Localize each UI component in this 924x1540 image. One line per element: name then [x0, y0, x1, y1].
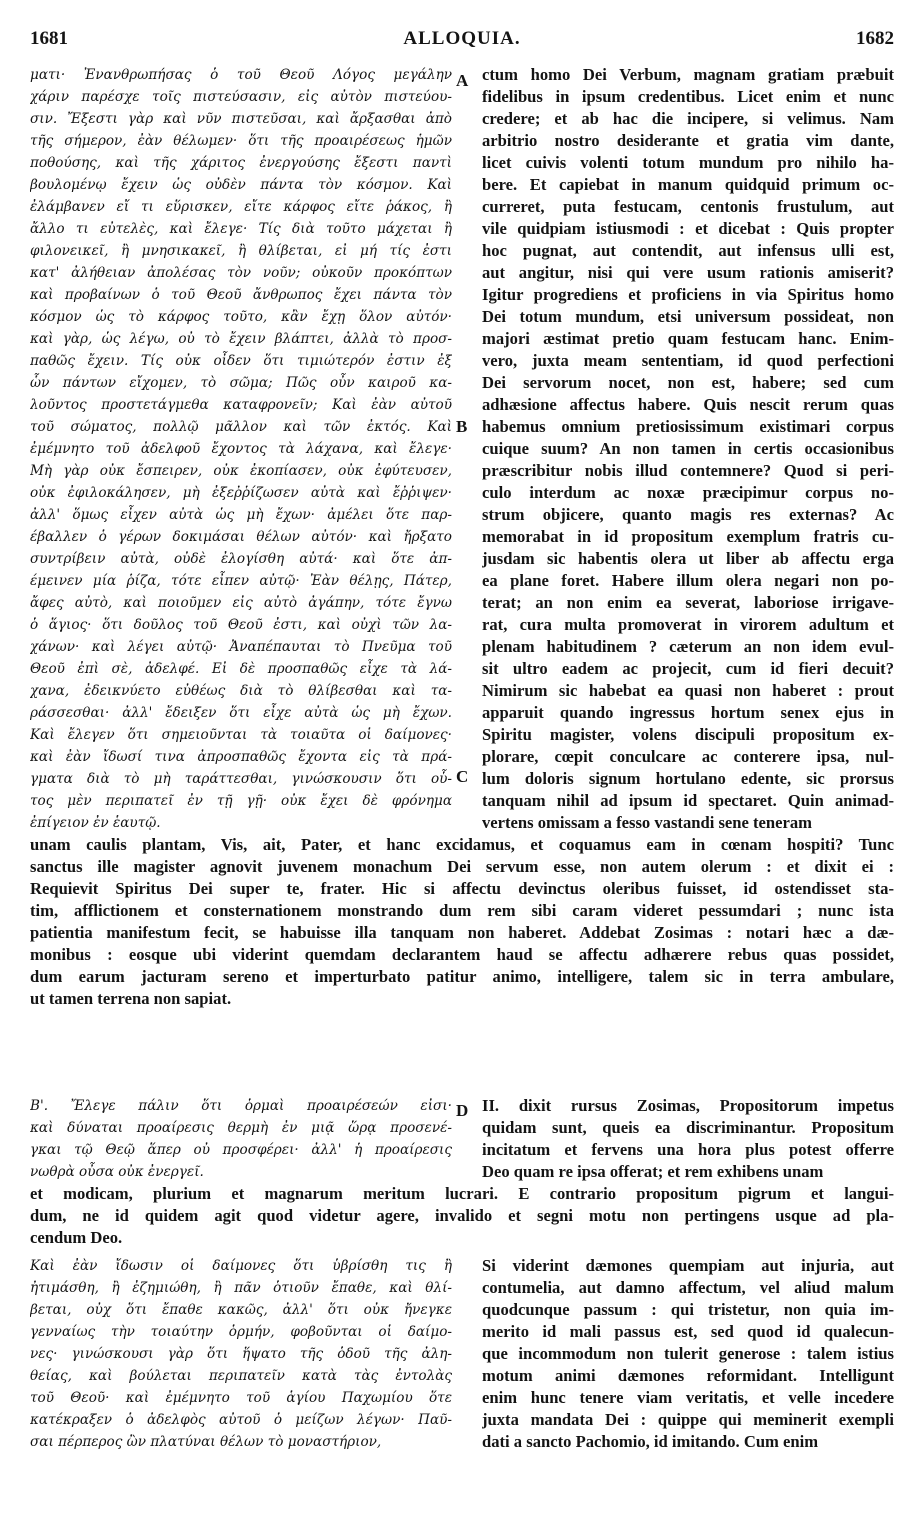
text-line: tanquam nihil ad ipsum id spectaret. Quin animad- — [482, 791, 894, 810]
text-line: enim hunc tenere viam veritatis, et velle incedere — [482, 1388, 894, 1407]
text-line: ἄλλο τι εὐτελὲς, καὶ ἔλεγε· Τίς διὰ τοῦτο μάχεται ἢ — [30, 221, 452, 237]
text-line: Μὴ γὰρ οὐκ ἔσπειρεν, οὐκ ἐκοπίασεν, οὐκ ἐφύτευσεν, — [30, 463, 452, 479]
text-line: γκαι τῷ Θεῷ ἅπερ οὐ προσφέρει· ἀλλ' ἡ προαίρεσις — [30, 1142, 452, 1158]
text-line: Β'. Ἔλεγε πάλιν ὅτι ὁρμαὶ προαιρέσεών εἰσι· — [30, 1098, 452, 1114]
text-line: τος μὲν περιπατεῖ ἐν τῇ γῇ· οὐκ ἔχει δὲ φρόνημα — [30, 793, 452, 809]
text-line: juxta mandata Dei : quippe qui meminerit exempli — [482, 1410, 894, 1429]
text-line: Spiritu magister, volens discipuli propositum ex- — [482, 725, 894, 744]
text-line: Si viderint dæmones quempiam aut injuria, aut — [482, 1256, 894, 1275]
text-line: aut angitur, nisi qui vere usum rationis amiserit? — [482, 263, 894, 282]
text-line: τῆς σήμερον, ἐὰν θέλωμεν· ὅτι τῆς προαιρέσεως ἡμῶν — [30, 133, 452, 149]
page-number-left: 1681 — [30, 28, 68, 49]
page-number-right: 1682 — [856, 28, 894, 49]
text-line: σιν. Ἔξεστι γὰρ καὶ νῦν πιστεῦσαι, καὶ ἄρξασθαι ἀπὸ — [30, 111, 452, 127]
margin-marker-d: D — [456, 1101, 469, 1120]
text-line: καὶ προβαίνων ὁ τοῦ Θεοῦ ἄνθρωπος ἔχει πάντα τὸν — [30, 287, 452, 303]
text-line: Θεοῦ ἐπὶ σὲ, ἀδελφέ. Εἰ δὲ προσπαθῶς εἶχε τὰ λά- — [30, 661, 452, 677]
text-line: terat; an non enim ea severat, laboriose irrigave- — [482, 593, 894, 612]
greek-column-section2 — [30, 1095, 452, 1183]
text-line: II. dixit rursus Zosimas, Propositorum impetus — [482, 1096, 894, 1115]
text-line: que incommodum non tulerit generose : talem istius — [482, 1344, 894, 1363]
text-line: γματα διὰ τὸ μὴ ταράττεσθαι, γινώσκουσιν ὅτι οὗ- — [30, 771, 452, 787]
text-line: quodcunque passum : qui tristetur, non quia im- — [482, 1300, 894, 1319]
text-line: credere; et ab hac die incipere, si velimus. Nam — [482, 109, 894, 128]
text-line: merito id mali passus est, sed quod id qualecun- — [482, 1322, 894, 1341]
text-line: Nimirum sic habebat ea quasi non haberet : prout — [482, 681, 894, 700]
text-line: Καὶ ἔλεγεν ὅτι σημειοῦνται τὰ τοιαῦτα οἱ δαίμονες· — [30, 727, 452, 743]
text-line: ut tamen terrena non sapiat. — [30, 989, 232, 1008]
text-line: curreret, puta festucam, centonis frustulum, aut — [482, 197, 894, 216]
text-line: unam caulis plantam, Vis, ait, Pater, et hanc excidamus, et coquamus eam in cœnam hospiti? Tunc — [30, 835, 894, 854]
text-line: λοῦντος προστετάγμεθα καταφρονεῖν; Καὶ ἐὰν αὐτοῦ — [30, 397, 452, 413]
margin-marker-b: B — [456, 417, 468, 436]
text-line: χάριν παρέσχε τοῖς πιστεύσασιν, εἰς αὐτὸν πιστεύου- — [30, 89, 452, 105]
margin-marker-c: C — [456, 767, 469, 786]
text-line: ἠτιμάσθη, ἢ ἐζημιώθη, ἢ πᾶν ὁτιοῦν ἔπαθε, καὶ θλί- — [30, 1280, 452, 1296]
text-line: jusdam sic habentis olera ut liber ab affectu erga — [482, 549, 894, 568]
text-line: κατ' ἀλήθειαν ἀπολέσας τὸν νοῦν; οὐκοῦν προκόπτων — [30, 265, 452, 281]
page-header — [30, 28, 894, 62]
text-line: βεται, οὐχ ὅτι ἔπαθε κακῶς, ἀλλ' ὅτι οὐκ ἤνεγκε — [30, 1302, 452, 1318]
text-line: adhæsione affectus habere. Quis nescit rerum quas — [482, 395, 894, 414]
text-line: ἐμέμνητο τοῦ ἀδελφοῦ ἔχοντος τὰ λάχανα, καὶ ἔλεγε· — [30, 441, 452, 457]
text-line: bere. Et capiebat in manum quidquid primum oc- — [482, 175, 894, 194]
text-line: έβαλλεν ὁ γέρων δοκιμάσαι θέλων αὐτόν· καὶ ἤρξατο — [30, 529, 452, 545]
latin-fullwidth-section2 — [30, 1183, 894, 1249]
text-line: majori æstimat pretio quam festucam hanc. Enim- — [482, 329, 894, 348]
latin-column-section2 — [482, 1095, 894, 1183]
text-line: Dei totum mundum, etsi universum possideat, non — [482, 307, 894, 326]
text-line: præscribitur nobis illud contemnere? Quod si peri- — [482, 461, 894, 480]
latin-column-section1 — [482, 64, 894, 834]
latin-column-section3 — [482, 1255, 894, 1453]
text-line: χάνων· καὶ λέγει αὐτῷ· Ἀναπέπαυται τὸ Πνεῦμα τοῦ — [30, 639, 452, 655]
text-line: monibus : eosque ubi viderint quemdam declarantem haud se affectu adhærere rebus quas possidet, — [30, 945, 894, 964]
text-line: φιλονεικεῖ, ἢ μνησικακεῖ, ἢ θλίβεται, εἰ μή τίς ἐστι — [30, 243, 452, 259]
latin-fullwidth-section1 — [30, 834, 894, 1010]
text-line: Dei servorum nocet, non est, habere; sed cum — [482, 373, 894, 392]
text-line: tim, afflictionem et consternationem monstrando dum rem sibi caram videret pessumdari ; nunc ista — [30, 901, 894, 920]
text-line: ἐπίγειον ἐν ἑαυτῷ. — [30, 815, 161, 831]
text-line: patientia manifestum fecit, se habuisse illa tanquam non haberet. Addebat Zosimas : notari hæc a dæ- — [30, 923, 894, 942]
text-line: παθῶς ἔχειν. Τίς οὐκ οἶδεν ὅτι τιμιώτερόν ἐστιν ἐξ — [30, 353, 452, 369]
text-line: νωθρὰ οὖσα οὐκ ἐνεργεῖ. — [30, 1164, 204, 1180]
text-line: vile quidpiam istiusmodi : et dicebat : Quis propter — [482, 219, 894, 238]
text-line: lum doloris signum hortulano edente, sic prorsus — [482, 769, 894, 788]
text-line: habemus omnium pretiosissimum existimari corpus — [482, 417, 894, 436]
text-line: quidam sunt, queis ea discriminantur. Propositum — [482, 1118, 894, 1137]
text-line: apparuit quando ingressus hortum senex ejus in — [482, 703, 894, 722]
text-line: Καὶ ἐὰν ἴδωσιν οἱ δαίμονες ὅτι ὑβρίσθη τις ἢ — [30, 1258, 452, 1274]
text-line: ὧν πάντων εἴχομεν, τὸ σῶμα; Πῶς οὖν καιροῦ κα- — [30, 375, 452, 391]
text-line: ἀλλ' ὅμως εἶχεν αὐτὰ ὡς μὴ ἔχων· ἀμέλει ὅτε παρ- — [30, 507, 452, 523]
text-line: βουλομένῳ ἔχειν ὡς οὐδὲν πάντα τὸν κόσμον. Καὶ — [30, 177, 452, 193]
text-line: culo interdum ac noxæ præcipimur corpus no- — [482, 483, 894, 502]
text-line: rat, cura multa promoverat in virorem adultum et — [482, 615, 894, 634]
text-line: plenam habitudinem ? cæterum an non idem evul- — [482, 637, 894, 656]
text-line: νες· γινώσκουσι γὰρ ὅτι ἥψατο τῆς ὁδοῦ τῆς ἀλη- — [30, 1346, 452, 1362]
text-line: memorabat in id propositum exemplum fratris cu- — [482, 527, 894, 546]
text-line: καὶ δύναται προαίρεσις θερμὴ ἐν μιᾷ ὥρᾳ προσενέ- — [30, 1120, 452, 1136]
text-line: θείας, καὶ βούλεται περιπατεῖν κατὰ τὰς ἐντολὰς — [30, 1368, 452, 1384]
text-line: χανα, ἐδεικνύετο εὐθέως διὰ τὸ θλίβεσθαι καὶ τα- — [30, 683, 452, 699]
text-line: καὶ γὰρ, ὡς λέγω, οὐ τὸ ἔχειν βλάπτει, ἀλλὰ τὸ προσ- — [30, 331, 452, 347]
text-line: Requievit Spiritus Dei super te, frater. Hic si affectu devinctus oleribus fuisset, id ostendisset sta- — [30, 879, 894, 898]
text-line: συντρίβειν αὐτὰ, οὐδὲ ἐλογίσθη αὐτά· καὶ ὅτε ἀπ- — [30, 551, 452, 567]
text-line: strum objicere, quanto magis res externas? Ac — [482, 505, 894, 524]
text-line: et modicam, plurium et magnarum meritum lucrari. E contrario propositum pigrum et langui- — [30, 1184, 894, 1203]
text-line: vertens omissam a fesso vastandi sene teneram — [482, 813, 812, 832]
text-line: ράσσεσθαι· ἀλλ' ἔδειξεν ὅτι εἶχε αὐτὰ ὡς μὴ ἔχων. — [30, 705, 452, 721]
greek-column-section1 — [30, 64, 452, 834]
text-line: hoc pugnat, aut contendit, aut infensus ulli est, — [482, 241, 894, 260]
text-line: καὶ ἐὰν ἴδωσί τινα ἀπροσπαθῶς ἔχοντα εἰς τὰ πρά- — [30, 749, 452, 765]
text-line: licet cuivis volenti totum mundum pro nihilo ha- — [482, 153, 894, 172]
text-line: motum animi dæmones reformidant. Intelligunt — [482, 1366, 894, 1385]
text-line: plorare, cœpit conculcare ac conterere ipsa, nul- — [482, 747, 894, 766]
text-line: cuique suum? An non tamen in certis occasionibus — [482, 439, 894, 458]
text-line: cendum Deo. — [30, 1228, 123, 1247]
text-line: ματι· Ἐνανθρωπήσας ὁ τοῦ Θεοῦ Λόγος μεγάλην — [30, 67, 452, 83]
running-title: ALLOQUIA. — [403, 28, 521, 49]
text-line: ὁ ἅγιος· ὅτι δοῦλος τοῦ Θεοῦ ἐστι, καὶ οὐχὶ τῶν λα- — [30, 617, 452, 633]
text-line: fidelibus in ipsum credentibus. Licet enim et nunc — [482, 87, 894, 106]
text-line: Deo quam re ipsa offerat; et rem exhibens unam — [482, 1162, 824, 1181]
text-line: κόσμον ὡς τὸ κάρφος τοῦτο, κἂν ἔχῃ ὅλον αὐτόν· — [30, 309, 452, 325]
text-line: έμεινεν μία ῥίζα, τότε εἶπεν αὐτῷ· Ἐὰν θέλῃς, Πάτερ, — [30, 573, 452, 589]
text-line: contumelia, aut damno affectum, vel aliud malum — [482, 1278, 894, 1297]
text-line: Igitur progrediens et proficiens in via Spiritus homo — [482, 285, 894, 304]
text-line: σαι πέρπερος ὢν πλατύναι θέλων τὸ μοναστήριον, — [30, 1434, 382, 1450]
text-line: sanctus ille magister agnovit juvenem monachum Dei servum esse, non autem olerum : et dixit ei : — [30, 857, 894, 876]
text-line: dum earum jacturam sereno et imperturbato patitur animo, intelligere, talem sic in terra ambulare, — [30, 967, 894, 986]
text-line: γενναίως τὴν τοιαύτην ὁρμήν, φοβοῦνται οἱ δαίμο- — [30, 1324, 452, 1340]
text-line: ἄφες αὐτὸ, καὶ ποιοῦμεν εἰς αὐτὸ ἀγάπην, τότε ἔγνω — [30, 595, 452, 611]
text-line: ἐλάμβανεν εἴ τι εὕρισκεν, εἴτε κάρφος εἴτε ῥάκος, ἢ — [30, 199, 452, 215]
text-line: κατέκραξεν ὁ ἀδελφὸς αὐτοῦ ὁ μείζων λέγων· Παῦ- — [30, 1412, 452, 1428]
text-line: ea plane foret. Habere illum olera negari non po- — [482, 571, 894, 590]
text-line: dati a sancto Pachomio, id imitando. Cum enim — [482, 1432, 819, 1451]
text-line: ποθούσης, καὶ τῆς χάριτος ἐνεργούσης ἔξεστι παντὶ — [30, 155, 452, 171]
text-line: οὐκ ἐφιλοκάλησεν, μὴ ἐξεῤῥίζωσεν αὐτὰ καὶ ἔῤῥιψεν· — [30, 485, 452, 501]
text-line: vero, juxta meam sententiam, id quod perfectioni — [482, 351, 894, 370]
text-line: sit ultro eadem ac projecit, cum id fieri decuit? — [482, 659, 894, 678]
text-line: ctum homo Dei Verbum, magnam gratiam præbuit — [482, 65, 894, 84]
text-line: incitatum et fervens una hora plus potest offerre — [482, 1140, 894, 1159]
greek-column-section3 — [30, 1255, 452, 1453]
text-line: τοῦ σώματος, πολλῷ μᾶλλον καὶ τῶν ἐκτός. Καὶ — [30, 419, 452, 435]
text-line: dum, ne id quidem agit quod videtur agere, invalido et segni motu non pertingens usque ad pla- — [30, 1206, 894, 1225]
margin-marker-a: A — [456, 71, 469, 90]
text-line: τοῦ Θεοῦ· καὶ ἐμέμνητο τοῦ ἁγίου Παχωμίου ὅτε — [30, 1390, 452, 1406]
text-line: arbitrio nostro desiderante et gratia vim dante, — [482, 131, 894, 150]
